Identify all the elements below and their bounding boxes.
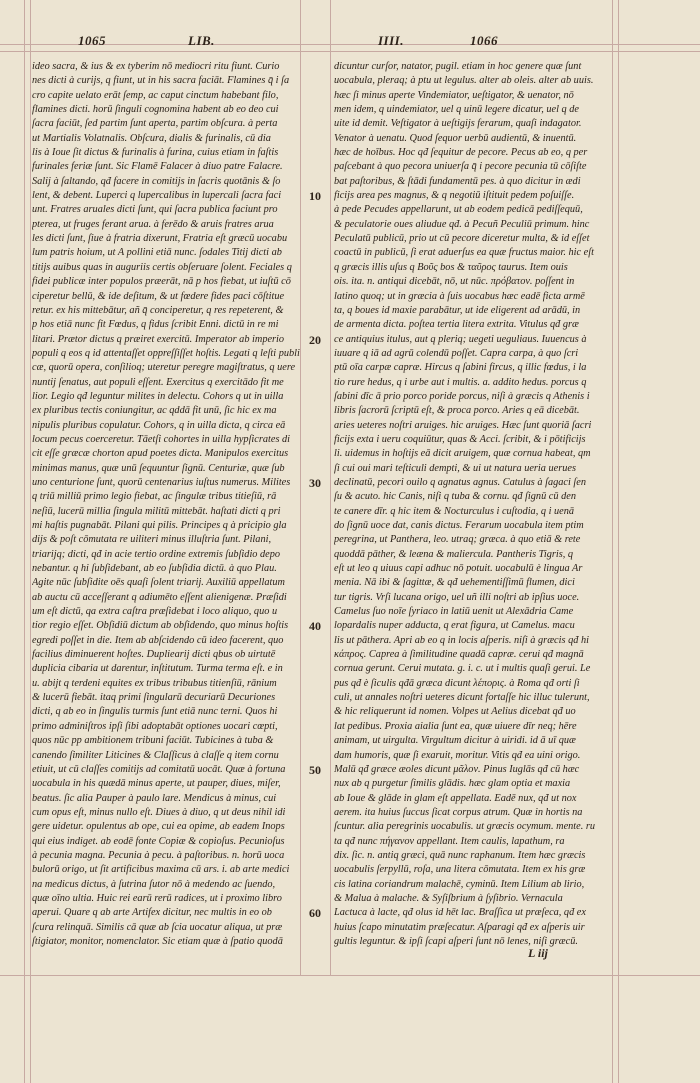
line-number-60: 60 [309,906,321,920]
running-head-lib: LIB. [188,33,215,48]
text-line: paſcebant à quo pecora uniuerſa q̄ i pecore pecunia tū cōſiſte [334,161,587,173]
text-line: q triū milliū primo legio fiebat, ac ſingulæ tribus titieſiū, rā [32,491,277,503]
text-line: na medicus dictus, à ſutrina ſutor nō à medendo ac ſuendo, [32,878,276,890]
right-text-column [334,60,612,949]
line-number-20: 20 [309,333,321,347]
text-line: um eſt dictū, qa extra caſtra præſidebat i loco aliquo, quo u [32,606,278,618]
text-line: à pecunia magna. Pecunia à pecu. à paſtoribus. n. horū uoca [32,849,285,861]
text-line: aperui. Quare q ab arte Artifex dicitur, nec multis in eo ob [32,907,272,919]
text-line: p hos etiā nunc fit Fœdus, q fidus ſcribit Enni. dictū in re mi [32,319,279,331]
text-line: ficijs exta i ueru coquiūtur, quas & Acci. ſcribit, & i pōtificijs [334,433,586,445]
text-line: ptū oīa carpæ capræ. Hircus q ſabini fircus, q illic fœdus, i la [334,362,587,374]
left-text-column [32,60,300,949]
text-line: les dicti ſunt, ſiue à fratria dixerunt, Fratria eſt græcū uocabu [32,233,288,245]
text-line: lis ut pāthera. Apri ab eo q in locis aſperis. niſi à græcis qđ hi [334,634,589,646]
text-line: locum pecus coerceretur. Tāetſi cohortes in uilla hypſicrates di [32,433,291,445]
text-line: ſtigiator, monitor, nomenclator. Sic etiam quæ à ſpatio quodā [32,935,283,947]
text-line: duplicia cibaria ut darentur, inſtitutum. Turma terma eſt. e in [32,663,283,675]
text-line: Venator à uenatu. Quod ſequor uerbū audientū, & inuentū. [334,132,577,144]
text-line: facilius diminuerent hoſtes. Dupliearij dicti qbus ob uirtutē [32,649,276,661]
text-line: iuuare q iā ad agrū colendū poſſet. Capra carpa, à quo ſcri [334,347,579,359]
text-line: & peculatorie oues aliudue qđ. à Pecuñ Peculiū primum. hinc [334,218,590,230]
text-line: nux ab q purgetur ſimilis glādis. hæc glam optia et maxia [334,778,571,790]
text-line: li. uidemus in hoſtijs eā dicit aruigem, quæ cornua habeat, qm [334,448,591,460]
text-line: populi q eos q id attentaſſet oppreſſiſſet hoſtis. Legati q leſti publi [32,347,300,359]
text-line: à pede Pecudes appellarunt, ut ab eodem pedicā pediſſequū, [334,204,583,216]
text-line: nes dicti à curijs, q fiunt, ut in his sacra faciāt. Flamines q̄ i ſa [32,75,290,87]
text-line: ſcuntur. alia peregrinis uocabulis. ut græcis ocymum. mente. ru [334,821,596,833]
text-line: pterea, ut fruges ferant arua. à ferēdo & aruis fratres arua [32,218,274,230]
text-line: uno centurione ſunt, quorū centenarius iuſtus numerus. Milites [32,476,291,488]
text-line: lent, & debent. Luperci q lupercalibus in lupercali ſacra faci [32,190,282,202]
text-line: mi haſtis pugnabāt. Pilani qui pilis. Principes q à pricipio gla [32,520,287,531]
text-line: lis à Ioue ſit dictus & furinalis à furina, cuius etiam in faſtis [32,147,279,159]
text-line: dam humoris, quæ ſi exaruit, moritur. Vitis qđ ea uini origo. [334,749,581,761]
text-line: ſcura relinquā. Similis cā quæ ab ſcia uocatur aliqua, ut præ [32,921,283,933]
text-line: peregrina, ut Panthera, leo. utraq; græca. à quo etiā & rete [334,534,581,546]
text-line: huius ſcapo minutatim præſecatur. Aſparagi qđ ex aſperis uir [334,921,585,933]
text-line: nebantur. q hi ſubſidebant, ab eo ſubſidia dictū. à quo Plau. [32,563,277,575]
text-line: ciperetur bellū, & ide deſitum, & ut fœdere fides paci cōſtitue [32,290,285,302]
text-line: ut Martialis Volatnalis. Obſcura, dialis & furinalis, cū dia [32,132,271,144]
text-line: dijs & poſt cōmutata re uiliteri minus illuſtria ſunt. Pilani, [32,534,272,546]
text-line: lopardalis nuper adducta, q erat figura, ut Camelus. macu [334,620,575,632]
text-line: latino quoq; ut in græcia à ſuis uocabus hæc eadē ficta armē [334,290,585,302]
text-line: retur. ex his mittebātur, añ q̄ conciperetur, q res repeterent, & [32,304,284,316]
text-line: lat pedibus. Proxia aialia ſunt ea, quæ uiuere dīr neq; hēre [334,720,577,732]
text-line: quos nūc pp ambitionem tribuni faciūt. Tubicines à tuba & [32,735,274,747]
gutter-rule-right [330,0,331,975]
text-line: ab Ioue & glāde in glam eſt appellata. Eadē nux, qđ ut nox [334,792,577,804]
text-line: Salij à ſaltando, qđ facere in comitijs in ſacris quotānis & ſo [32,175,281,187]
text-line: ab auctu cū acceſſerant q adiumēto eſſent alienigenæ. Præſidi [32,591,287,603]
text-line: & lucerū fiebāt. itaq primi ſingularū decuriarū Decuriones [32,692,276,704]
text-line: eſt ut leo q uiuus capi adhuc nō potuit. uocabulū è lingua Ar [334,563,583,575]
text-line: dicti, q ab eo in ſingulis turmis ſunt etiā nunc terni. Quos hi [32,706,278,718]
text-line: ideo sacra, & ius & ex tyberim nō mediocri ritu fiunt. Curio [32,61,280,72]
text-line: uocabula in his quædā minus aperte, ut pauper, diues, miſer, [32,778,281,790]
text-line: uocabula, pleraq; à ptu ut legulus. alter ab oleis. alter ab uuis. [334,75,594,87]
text-line: animam, ut uirgulta. Virgultum dicitur à uiridi. id ā uī quæ [334,735,576,747]
bottom-rule [0,975,700,976]
text-line: dix. ſic. n. antiq græci, quā nunc raphanum. Item hæc græcis [334,849,586,861]
text-line: minimas manus, quæ unū ſequuntur ſignū. Centuriæ, quæ ſub [32,462,285,474]
gutter-rule-left [300,0,301,975]
text-line: nipulis pluribus copulatur. Cohors, q in uilla dicta, q circa eā [32,419,286,431]
text-line: Lactuca à lacte, qđ olus id hēt lac. Braſſica ut præſeca, qđ ex [334,907,586,919]
text-line: egredi poſſet in die. Item ab abſcidendo cū ideo facerent, quo [32,634,284,646]
text-line: titijs auibus quas in auguriis certis obſeruare ſolent. Feciales q [32,261,292,273]
text-line: declinatū, pecori ouilo q agnatus agnus. Catulus à ſagaci ſen [334,476,586,488]
text-line: qui eius indiget. ab eodē fonte Copiæ & copioſus. Pecunioſus [32,835,285,847]
text-line: Peculatū publicū, prio ut cū pecore diceretur multa, & id eſſet [334,233,590,245]
text-line: bulorū origo, ut ſit artificibus maxima cū ars. i. ab arte medici [32,864,290,876]
text-line: cum opus eſt, minus nullo eſt. Diues à diuo, q ut deus nihil idi [32,806,286,818]
text-line: ta, q boues id maxie parabātur, ut ide eligerent ad arādū, in [334,304,581,316]
text-line: unt. Fratres aruales dicti ſunt, qui ſacra publica faciunt pro [32,204,278,216]
line-number-30: 30 [309,476,321,490]
text-line: gultis leguntur. & ipſi ſcapi aſperi ſunt nō lenes, niſi græcū. [334,935,578,947]
text-line: Malū qđ græce æoles dicunt μᾶλον. Pinus Iuglās qđ cū hæc [334,763,580,775]
page-number-right: 1066 [470,33,498,48]
text-line: cæ, quorū opera, conſilioq; uteretur peregre magiſtratus, q uere [32,362,296,374]
text-line: gere uidetur. opulentus ab ope, cui ea opime, ab eadem Inops [32,821,285,833]
text-line: tio rure hedus, q i urbe aut i multis. a. addito hedus. porcus q [334,376,587,388]
text-line: lior. Legio qđ leguntur milites in delectu. Cohors q ut in uilla [32,390,284,402]
right-margin-rule [612,0,613,1083]
line-number-40: 40 [309,619,321,633]
inner-left-rule [30,0,31,1083]
top-rule-2 [0,51,700,52]
text-line: ſu & acuto. hic Canis, niſi q tuba & cornu. qđ ſignū cū den [334,491,576,503]
text-line: etiuit, ut cū claſſes comitijs ad comitatū uocāt. Quæ à fortuna [32,763,286,775]
text-line: de armenta dicta. poſtea tertia litera extrita. Vitulus qđ græ [334,319,579,331]
text-line: ta qđ nunc πήγανον appellant. Item caulis, lapathum, ra [334,835,565,847]
text-line: litari. Prætor dictus q præiret exercitū. Imperator ab imperio [32,333,285,345]
right-margin-rule-2 [618,0,619,1083]
text-line: canendo ſimiliter Liticines & Claſſicus à claſſe q item cornu [32,749,279,761]
text-line: bat paſtoribus, & ſtādi fundamentū pes. à quo dicitur in ædi [334,175,581,187]
text-line: tur tigris. Vrſi lucana origo, uel uñ illi noſtri ab ipſius uoce. [334,591,580,603]
text-line: pus qđ è ſiculis qđā græca dicunt λέπορις. à Roma qđ orti ſi [334,677,580,689]
text-line: ois. ita. n. antiqui dicebāt, nō, ut nūc. πρόβατον. poſſent in [334,276,575,288]
text-line: te canere dīr. q hic item & Nocturculus i cuſtodia, q i uenā [334,505,575,517]
text-line: culi, ut annales noſtri ueteres dicunt fortaſſe hic illuc tulerunt, [334,692,590,704]
text-line: cornua gerunt. Cerui mutata. g. i. c. ut i multis quaſi gerui. Le [334,663,591,675]
text-line: ficijs area pes magnus, & q negotiū iſtituit pedem poſuiſſe. [334,190,575,202]
text-line: & hic reliquerunt id nomen. Volpes ut Aelius dicebat qđ uo [334,706,576,718]
text-line: Agite nūc ſubſidite oēs quaſi ſolent triarij. Auxiliū appellatum [32,577,285,589]
text-line: do ſignū uoce dat, canis dictus. Ferarum uocabula item ptim [334,520,584,531]
text-line: quæ oīno ultia. Huic rei earū rerū radices, ut i proximo libro [32,892,282,904]
text-line: men idem, q uindemiator, uel q uinū legere dicatur, uel q de [334,104,579,116]
text-line: aries ueteres noſtri aruiges. hic aruiges. Hæc ſunt quoriā ſacri [334,419,592,431]
text-line: uite id demit. Veſtigator à ueſtigijs ferarum, quaſi indagator. [334,118,582,130]
text-line: hæc de hoībus. Hoc qđ ſequitur de pecore. Pecus ab eo, q per [334,147,588,159]
text-line: coactū in publicū, ſi erat aduerſus ea quæ fructus maior. hic eſt [334,247,594,259]
text-line: libris ſacrorū ſcriptū eſt, & proca porco. Aries q eā dicebāt. [334,405,580,417]
text-line: primo adminiſtros ipſi ſibi adoptabāt optiones uocari cœpti, [32,720,278,732]
running-head-book: IIII. [378,33,404,48]
text-line: ex pluribus tectis coniungitur, ac qddā fit unū, ſic hic ex ma [32,405,277,417]
text-line: dicuntur curſor, natator, pugil. etiam in hoc genere quæ ſunt [334,61,582,72]
text-line: beatus. ſic alia Pauper à paulo lare. Mendicus à minus, cui [32,792,277,804]
text-line: uocabulis ſerpyllū, roſa, una litera cōmutata. Item ex his græ [334,864,586,876]
text-line: hæc ſi minus aperte Vindemiator, ueſtigator, & uenator, nō [334,89,574,101]
text-line: cro capite uelato erāt ſemp, ac caput cinctum habebant filo, [32,89,279,101]
text-line: quoddā pāther, & leæna & maliercula. Pantheris Tigris, q [334,548,574,560]
text-line: u. abijt q terdeni equites ex tribus tribubus titienſiū, rānium [32,677,277,689]
text-line: ſabini dīc ā prio porco poride porcus, niſi à græcis q Athenis i [334,390,590,402]
text-line: neſiū, lucerū millia ſingula militū mittebāt. haſtati dicti q pri [32,505,281,517]
text-line: triarijq; dicti, qđ in acie tertio ordine extremis ſubſidio depo [32,548,281,560]
text-line: flamines dicti. horū ſinguli cognomina habent ab eo deo cui [32,104,279,116]
text-line: lum patris hoium, ut A pollini etiā nunc. ſodales Titij dicti ab [32,247,282,259]
line-number-50: 50 [309,763,321,777]
text-line: ce antiquius itulus, aut q pleriq; uegeti ueguliaus. Iuuencus à [334,333,587,345]
text-line: nuntij ſenatus, aut populi eſſent. Exercitus q exercitādo fit me [32,376,284,388]
text-line: ſacra faciūt, ſed partim ſunt aperta, partim obſcura. à perta [32,118,278,130]
text-line: cit eſſe græcæ chorton apud poetes dicta. Manipulos exercitus [32,448,289,460]
text-line: ſi cui oui mari teſticuli dempti, & ui ut natura ueria uerues [334,462,576,474]
text-line: & Malua à malache. & Syſiſbrium à ſyſibrio. Vernacula [334,892,563,904]
text-line: fidei publicæ inter populos præerāt, nā p hos fiebat, ut iuſtū cō [32,276,291,288]
text-line: menia. Nā ibi & ſagittæ, & qđ uehementiſſimū flumen, dici [334,577,575,589]
text-line: q græcis illis uſus q Βοῦς bos & ταῦρος taurus. Item ouis [334,261,568,273]
line-number-10: 10 [309,189,321,203]
signature-mark: L iij [528,946,548,960]
outer-left-rule [24,0,25,1083]
text-line: cis latina coriandrum malachē, cyminū. Item Lilium ab lirio, [334,878,585,890]
text-line: aerem. ita huius ſuccus ſicat corpus atrum. Quæ in hortis na [334,806,583,818]
text-line: tior regio eſſet. Obſidiū dictum ab obſidendo, quo minus hoſtis [32,620,289,632]
text-line: furinales feriæ ſunt. Sic Flamē Falacer à diuo patre Falacre. [32,161,283,173]
text-line: κάπρος. Caprea à ſimilitudine quadā capræ. cerui qđ magnā [334,649,584,661]
page-number-left: 1065 [78,33,106,48]
text-line: Camelus ſuo noīe ſyriaco in latiū uenit ut Alexādria Came [334,606,574,618]
